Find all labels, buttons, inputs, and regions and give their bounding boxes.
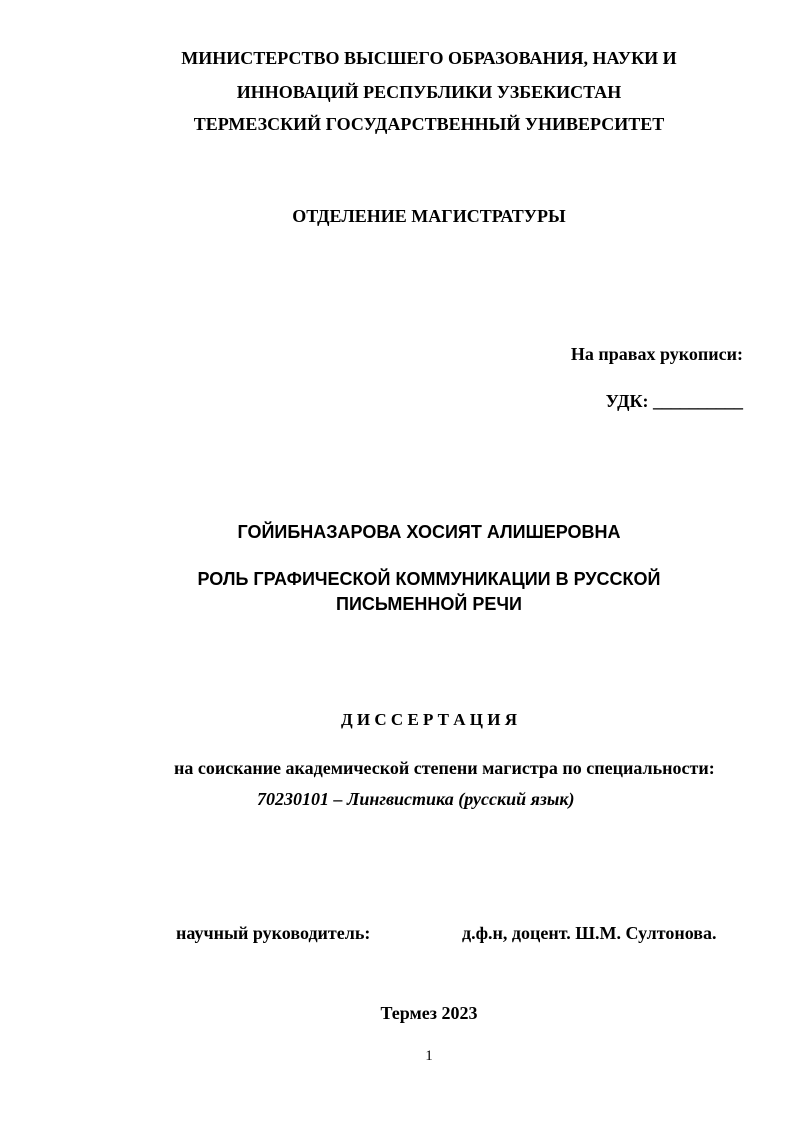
ministry-line-2: ИННОВАЦИЙ РЕСПУБЛИКИ УЗБЕКИСТАН [236, 82, 622, 102]
supervisor-name: д.ф.н, доцент. Ш.М. Султонова. [462, 923, 717, 943]
author-name: ГОЙИБНАЗАРОВА ХОСИЯТ АЛИШЕРОВНА [237, 522, 621, 542]
udk-field: УДК: __________ [605, 391, 743, 411]
university-name: ТЕРМЕЗСКИЙ ГОСУДАРСТВЕННЫЙ УНИВЕРСИТЕТ [193, 114, 665, 134]
manuscript-rights: На правах рукописи: [570, 344, 743, 364]
thesis-title-line-1: РОЛЬ ГРАФИЧЕСКОЙ КОММУНИКАЦИИ В РУССКОЙ [197, 569, 661, 589]
department-name: ОТДЕЛЕНИЕ МАГИСТРАТУРЫ [292, 206, 566, 226]
page-number: 1 [425, 1048, 433, 1064]
ministry-line-1: МИНИСТЕРСТВО ВЫСШЕГО ОБРАЗОВАНИЯ, НАУКИ И [181, 48, 677, 68]
supervisor-label: научный руководитель: [176, 923, 371, 943]
thesis-title-line-2: ПИСЬМЕННОЙ РЕЧИ [336, 594, 522, 614]
degree-specialty: 70230101 – Лингвистика (русский язык) [257, 789, 575, 809]
degree-line-1: на соискание академической степени магистра по специальности: [174, 758, 715, 778]
city-year: Термез 2023 [380, 1003, 478, 1023]
work-type: Д И С С Е Р Т А Ц И Я [340, 710, 518, 729]
